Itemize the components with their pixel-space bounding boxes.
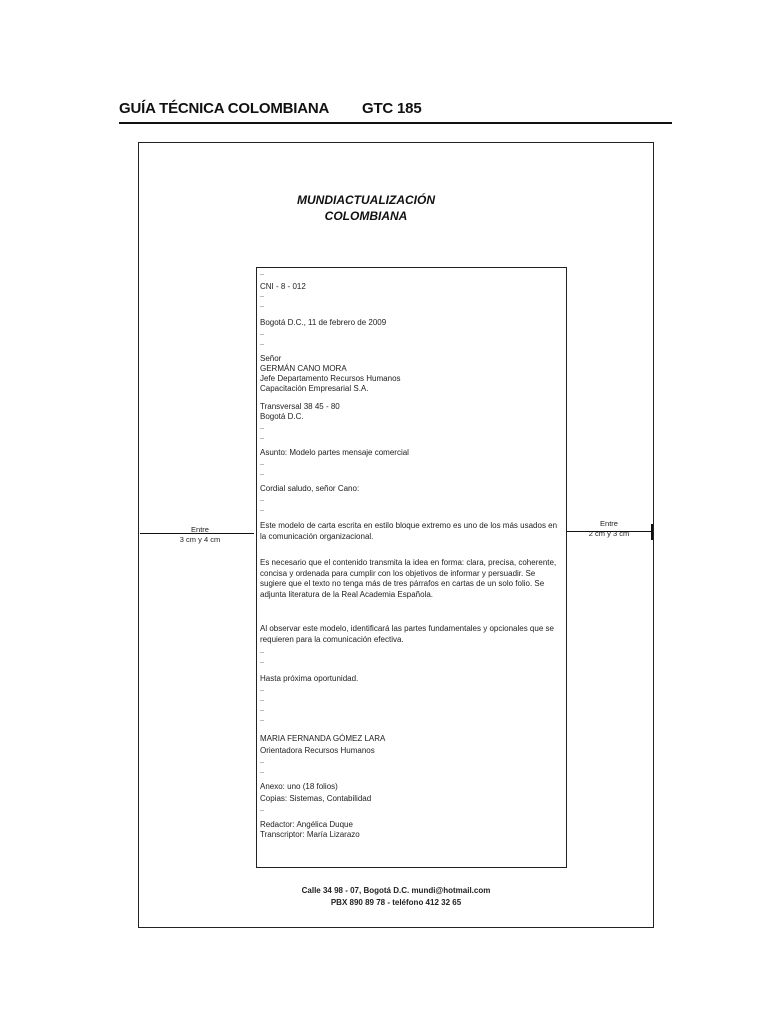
left-margin-label-line1: Entre: [191, 525, 209, 534]
header-rule: [119, 122, 672, 124]
spacing-mark: [260, 762, 264, 763]
spacing-mark: [260, 306, 264, 307]
right-margin-end-tick: [651, 524, 653, 540]
letter-paragraph-1: Este modelo de carta escrita en estilo bloque extremo es uno de los más usados en la comunicación organizacional.: [260, 521, 558, 541]
spacing-mark: [260, 500, 264, 501]
recipient-company: Capacitación Empresarial S.A.: [260, 384, 369, 393]
letter-copies: Copias: Sistemas, Contabilidad: [260, 794, 372, 803]
spacing-mark: [260, 296, 264, 297]
footer-address: Calle 34 98 - 07, Bogotá D.C. mundi@hotmail.com: [301, 886, 491, 895]
spacing-mark: [260, 720, 264, 721]
recipient-position: Jefe Departamento Recursos Humanos: [260, 374, 401, 383]
spacing-mark: [260, 474, 264, 475]
letter-date: Bogotá D.C., 11 de febrero de 2009: [260, 318, 387, 327]
spacing-mark: [260, 464, 264, 465]
letter-body-frame: [256, 267, 567, 868]
recipient-city: Bogotá D.C.: [260, 412, 304, 421]
document-header-title: GUÍA TÉCNICA COLOMBIANA: [119, 100, 330, 117]
letter-subject: Asunto: Modelo partes mensaje comercial: [260, 448, 409, 457]
right-margin-label-line2: 2 cm y 3 cm: [588, 529, 630, 538]
document-code: GTC 185: [362, 100, 422, 117]
letter-code: CNI - 8 - 012: [260, 282, 306, 291]
recipient-title: Señor: [260, 354, 282, 363]
company-name-line2: COLOMBIANA: [324, 209, 408, 223]
left-margin-label-line2: 3 cm y 4 cm: [179, 535, 221, 544]
spacing-mark: [260, 690, 264, 691]
letter-paragraph-3: Al observar este modelo, identificará las partes fundamentales y opcionales que se requieren para la comunicación efectiva.: [260, 624, 554, 644]
signer-name: MARIA FERNANDA GÓMEZ LARA: [260, 734, 386, 743]
letter-annex: Anexo: uno (18 folios): [260, 782, 338, 791]
letter-transcriber: Transcriptor: María Lizarazo: [260, 830, 360, 839]
letter-closing: Hasta próxima oportunidad.: [260, 674, 359, 683]
spacing-mark: [260, 428, 264, 429]
spacing-mark: [260, 662, 264, 663]
left-margin-indicator: [140, 533, 254, 534]
spacing-mark: [260, 652, 264, 653]
spacing-mark: [260, 510, 264, 511]
signer-position: Orientadora Recursos Humanos: [260, 746, 375, 755]
spacing-mark: [260, 344, 264, 345]
recipient-name: GERMÁN CANO MORA: [260, 364, 347, 373]
recipient-address: Transversal 38 45 - 80: [260, 402, 340, 411]
spacing-mark: [260, 772, 264, 773]
spacing-mark: [260, 810, 264, 811]
spacing-mark: [260, 438, 264, 439]
spacing-mark: [260, 700, 264, 701]
spacing-mark: [260, 334, 264, 335]
footer-phone: PBX 890 89 78 - teléfono 412 32 65: [330, 898, 462, 907]
letter-writer: Redactor: Angélica Duque: [260, 820, 353, 829]
letter-greeting: Cordial saludo, señor Cano:: [260, 484, 360, 493]
letter-paragraph-2: Es necesario que el contenido transmita la idea en forma: clara, precisa, coherente, concisa y ordenada para cumplir con los objetivos de informar y persuadir. Se sugiere que el texto no tenga más de tres párrafos en cartas de un solo folio. Se adjunta literatura de la Real Academia Española.: [260, 558, 557, 599]
company-name-line1: MUNDIACTUALIZACIÓN: [297, 193, 435, 207]
right-margin-label-line1: Entre: [600, 519, 618, 528]
spacing-mark: [260, 710, 264, 711]
right-margin-indicator: [567, 531, 653, 532]
spacing-mark: [260, 274, 264, 275]
